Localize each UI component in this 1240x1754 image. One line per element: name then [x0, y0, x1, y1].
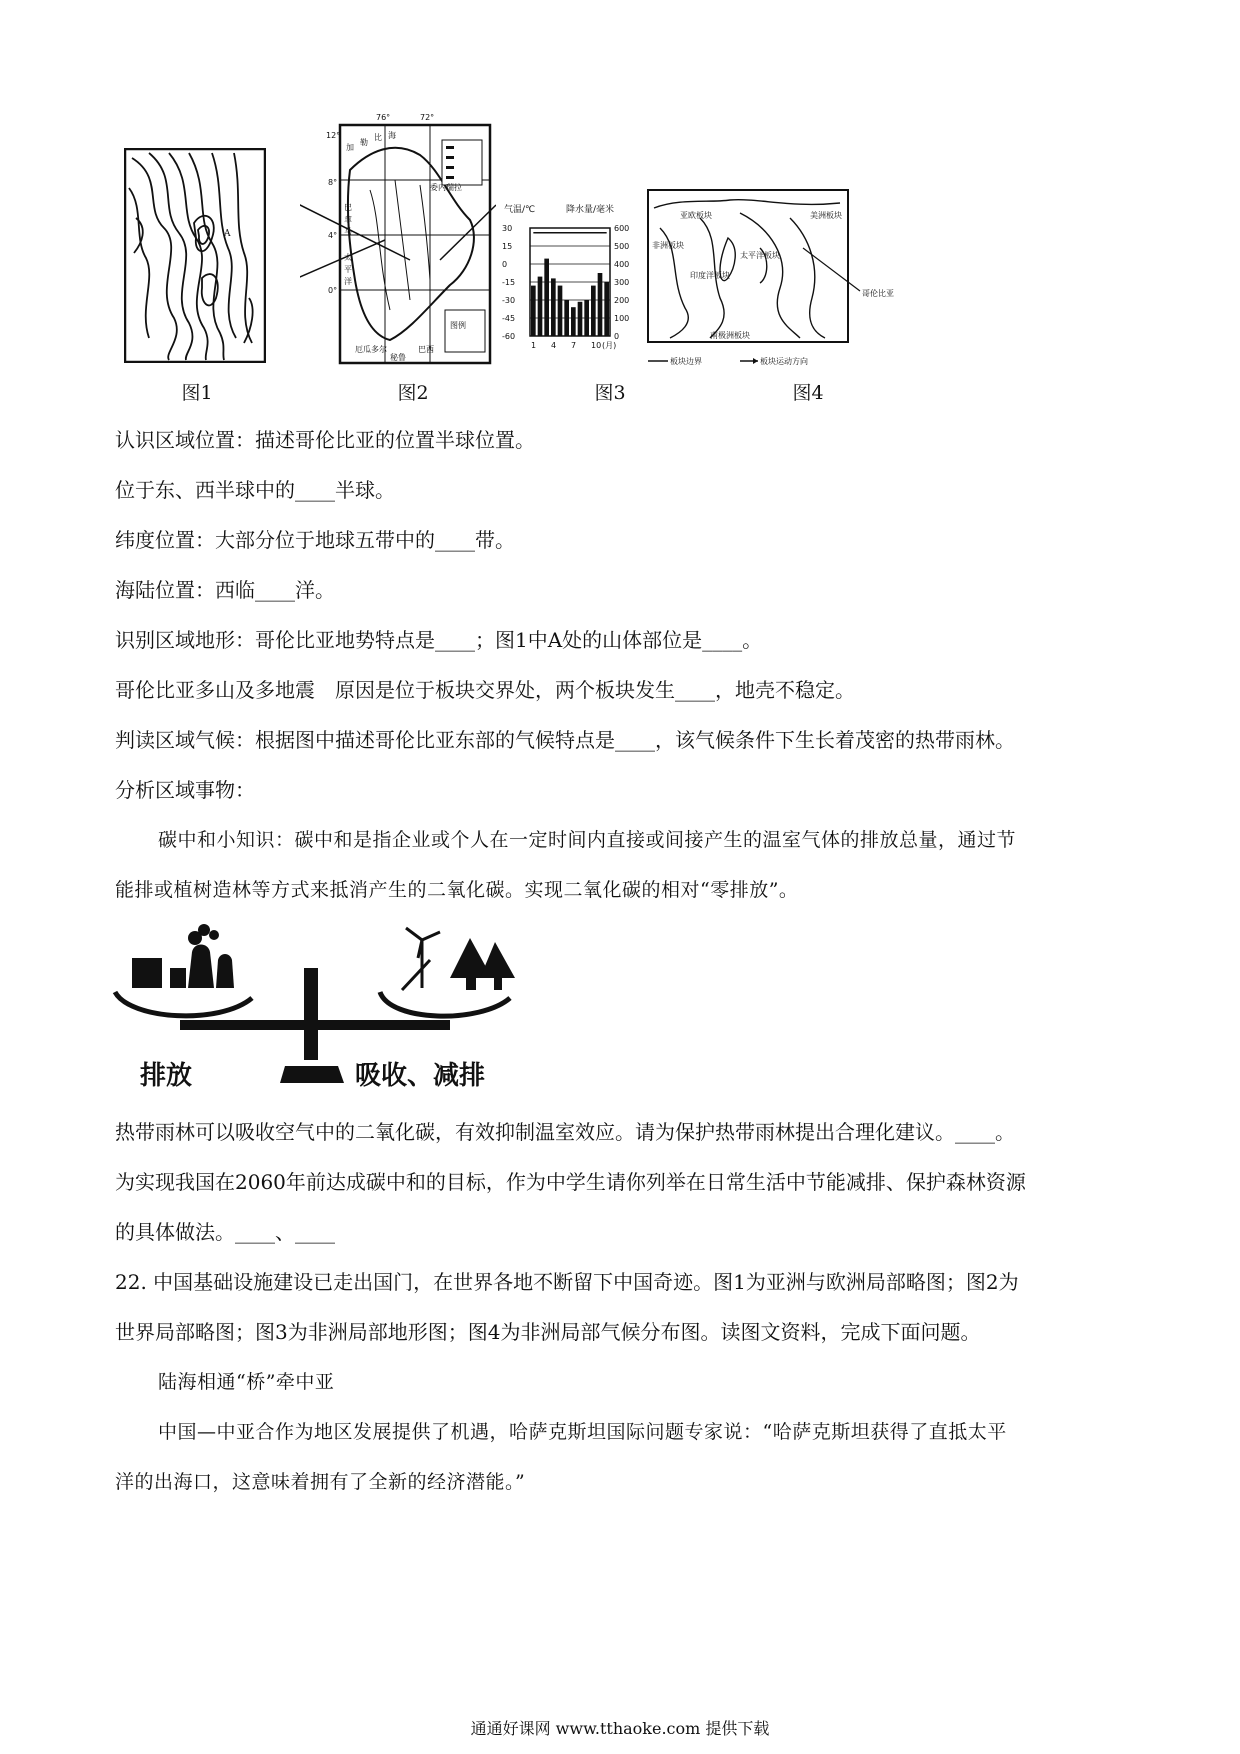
- precipitation-bar: [571, 307, 576, 336]
- passage-line-1: 中国—中亚合作为地区发展提供了机遇，哈萨克斯坦国际问题专家说：“哈萨克斯坦获得了直抵太平: [158, 1421, 1007, 1443]
- map-label: 马: [344, 227, 352, 236]
- plate-label: 印度洋板块: [690, 271, 730, 280]
- map-label: 72°: [420, 113, 435, 122]
- text-line-11: 的具体做法。____、____: [115, 1220, 335, 1244]
- text-line-7: 判读区域气候：根据图中描述哥伦比亚东部的气候特点是____，该气候条件下生长着茂密的热带雨林。: [115, 728, 1015, 752]
- figure-1-caption: 图1: [181, 382, 213, 404]
- precipitation-bar: [584, 300, 589, 336]
- map-label: 平: [344, 265, 352, 274]
- left-tick-label: -30: [502, 296, 516, 305]
- left-tick-label: -15: [502, 278, 516, 287]
- left-tick-label: 15: [502, 242, 513, 251]
- passage-line-2: 洋的出海口，这意味着拥有了全新的经济潜能。”: [115, 1471, 526, 1493]
- x-tick-label: 10: [591, 341, 602, 350]
- precipitation-bar: [531, 286, 536, 336]
- text-line-1: 认识区域位置：描述哥伦比亚的位置半球位置。: [115, 428, 535, 452]
- map-label: 洋: [344, 277, 352, 286]
- left-tick-label: 0: [502, 260, 508, 269]
- question-22-line-2: 世界局部略图；图3为非洲局部地形图；图4为非洲局部气候分布图。读图文资料，完成下面问题。: [115, 1320, 981, 1344]
- x-tick-label: 1: [531, 341, 537, 350]
- x-tick-label: 7: [571, 341, 577, 350]
- map-label: 秘鲁: [390, 353, 406, 362]
- precipitation-bar: [564, 300, 569, 336]
- text-line-2: 位于东、西半球中的____半球。: [115, 478, 395, 502]
- precipitation-bar: [544, 259, 549, 336]
- map-label: 加: [346, 143, 354, 152]
- map-label: 巴: [344, 203, 352, 212]
- figure-4-caption: 图4: [792, 382, 824, 404]
- map-label: 12°: [326, 131, 341, 140]
- right-tick-label: 400: [614, 260, 630, 269]
- footer-credit: 通通好课网 www.tthaoke.com 提供下载: [470, 1719, 770, 1738]
- figure-3-caption: 图3: [594, 382, 626, 404]
- plate-label: 亚欧板块: [680, 211, 712, 220]
- precipitation-bar: [551, 278, 556, 336]
- text-line-9: 热带雨林可以吸收空气中的二氧化碳，有效抑制温室效应。请为保护热带雨林提出合理化建议。____。: [115, 1120, 1015, 1144]
- absorption-label: 吸收、减排: [355, 1061, 486, 1091]
- knowledge-line-2: 能排或植树造林等方式来抵消产生的二氧化碳。实现二氧化碳的相对“零排放”。: [115, 879, 799, 901]
- legend-boundary: 板块边界: [670, 357, 702, 366]
- right-tick-label: 300: [614, 278, 630, 287]
- figure-2-caption: 图2: [397, 382, 429, 404]
- map-label: 比: [374, 133, 382, 142]
- legend-direction: 板块运动方向: [760, 357, 808, 366]
- map-label: 太: [344, 253, 352, 262]
- knowledge-line-1: 碳中和小知识：碳中和是指企业或个人在一定时间内直接或间接产生的温室气体的排放总量，通过节: [158, 829, 1017, 851]
- map-label: 图例: [450, 321, 466, 330]
- plate-label: 南极洲板块: [710, 331, 750, 340]
- plate-label: 美洲板块: [810, 211, 842, 220]
- figure-1-contour-map: [124, 148, 266, 363]
- precipitation-bar: [558, 286, 563, 336]
- colombia-label: 哥伦比亚: [862, 289, 894, 298]
- precipitation-bar: [604, 282, 609, 336]
- text-line-6: 哥伦比亚多山及多地震 原因是位于板块交界处，两个板块发生____，地壳不稳定。: [115, 678, 855, 702]
- map-label: 拿: [344, 215, 352, 224]
- figure-4-plate-map: [640, 188, 912, 373]
- question-22-line-1: 22. 中国基础设施建设已走出国门，在世界各地不断留下中国奇迹。图1为亚洲与欧洲局部略图；图2为: [115, 1270, 1019, 1294]
- text-line-10: 为实现我国在2060年前达成碳中和的目标，作为中学生请你列举在日常生活中节能减排、保护森林资源: [115, 1170, 1026, 1194]
- precipitation-bar: [538, 277, 543, 336]
- precipitation-bar: [591, 286, 596, 336]
- map-label: 8°: [328, 178, 338, 187]
- text-line-4: 海陆位置：西临____洋。: [115, 578, 335, 602]
- text-line-3: 纬度位置：大部分位于地球五带中的____带。: [115, 528, 515, 552]
- precipitation-bar: [578, 302, 583, 336]
- figure-2-colombia-map: [300, 110, 496, 366]
- x-tick-label: (月): [602, 341, 617, 350]
- right-tick-label: 0: [614, 332, 620, 341]
- chart-left-title: 气温/℃: [504, 205, 536, 215]
- map-label: 0°: [328, 286, 338, 295]
- map-label: 勒: [360, 138, 368, 147]
- map-label: 76°: [376, 113, 391, 122]
- map-label: 4°: [328, 231, 338, 240]
- left-tick-label: -45: [502, 314, 516, 323]
- passage-title: 陆海相通“桥”牵中亚: [158, 1371, 335, 1393]
- carbon-balance-illustration: [110, 920, 530, 1095]
- x-tick-label: 4: [551, 341, 557, 350]
- chart-right-title: 降水量/毫米: [566, 205, 615, 215]
- map-label: 厄瓜多尔: [355, 345, 387, 354]
- precipitation-bar: [598, 273, 603, 336]
- svg-text:A: A: [224, 229, 231, 239]
- map-label: 巴西: [418, 345, 434, 354]
- right-tick-label: 200: [614, 296, 630, 305]
- left-tick-label: -60: [502, 332, 516, 341]
- map-label: 海: [388, 131, 396, 140]
- right-tick-label: 100: [614, 314, 630, 323]
- emission-label: 排放: [140, 1061, 193, 1091]
- map-label: 委内瑞拉: [430, 183, 462, 192]
- text-line-5: 识别区域地形：哥伦比亚地势特点是____；图1中A处的山体部位是____。: [115, 628, 763, 652]
- right-tick-label: 500: [614, 242, 630, 251]
- plate-label: 非洲板块: [652, 241, 684, 250]
- figure-3-climate-chart: [500, 200, 640, 368]
- plate-label: 太平洋板块: [740, 251, 780, 260]
- left-tick-label: 30: [502, 224, 513, 233]
- text-line-8: 分析区域事物：: [115, 778, 255, 802]
- right-tick-label: 600: [614, 224, 630, 233]
